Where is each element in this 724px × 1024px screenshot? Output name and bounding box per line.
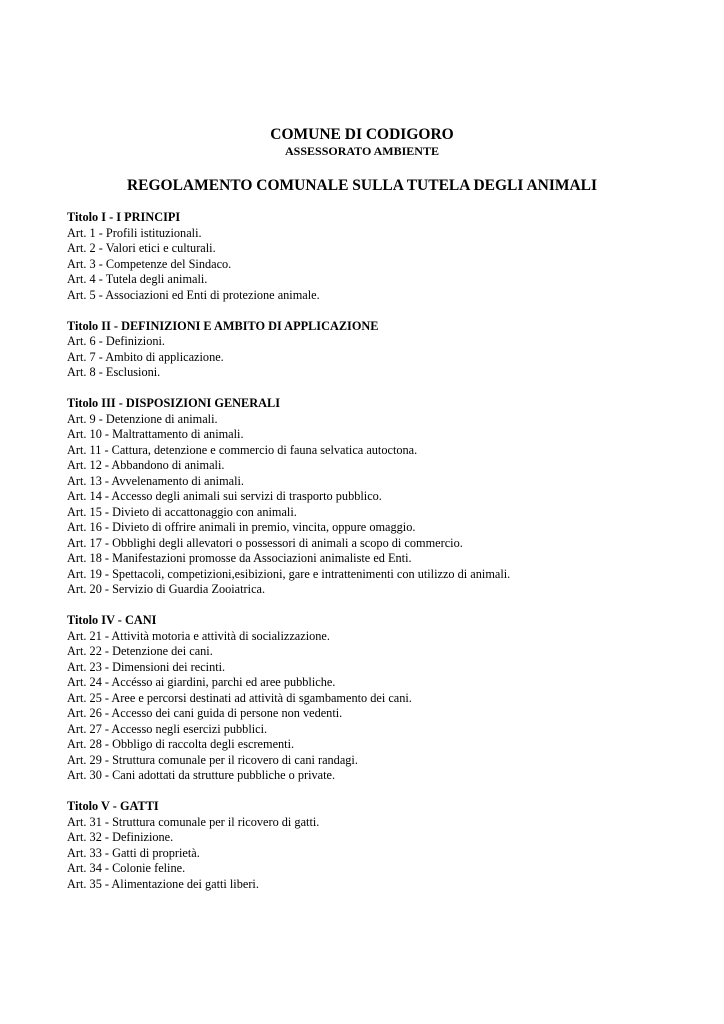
article-entry: Art. 28 - Obbligo di raccolta degli escrementi.	[67, 737, 295, 751]
article-entry: Art. 33 - Gatti di proprietà.	[67, 845, 200, 860]
section-title: Titolo V - GATTI	[67, 799, 159, 813]
article-entry: Art. 11 - Cattura, detenzione e commercio di fauna selvatica autoctona.	[67, 442, 418, 457]
section-title: Titolo III - DISPOSIZIONI GENERALI	[67, 396, 280, 410]
toc-section	[67, 210, 707, 303]
section-title: Titolo IV - CANI	[67, 613, 157, 627]
article-entry: Art. 7 - Ambito di applicazione.	[67, 349, 224, 364]
article-entry: Art. 27 - Accesso negli esercizi pubblici.	[67, 721, 268, 736]
article-entry: Art. 14 - Accesso degli animali sui servizi di trasporto pubblico.	[67, 489, 382, 503]
article-entry: Art. 24 - Accésso ai giardini, parchi ed aree pubbliche.	[67, 675, 336, 689]
article-entry: Art. 20 - Servizio di Guardia Zooiatrica.	[67, 582, 266, 596]
article-entry: Art. 18 - Manifestazioni promosse da Associazioni animaliste ed Enti.	[67, 551, 412, 565]
article-entry: Art. 31 - Struttura comunale per il ricovero di gatti.	[67, 814, 320, 829]
section-title: Titolo II - DEFINIZIONI E AMBITO DI APPLICAZIONE	[67, 318, 379, 333]
article-entry: Art. 3 - Competenze del Sindaco.	[67, 256, 232, 271]
article-entry: Art. 19 - Spettacoli, competizioni,esibizioni, gare e intrattenimenti con utilizzo di animali.	[67, 566, 511, 581]
toc-section	[67, 799, 707, 892]
table-of-contents	[67, 210, 707, 908]
article-entry: Art. 12 - Abbandono di animali.	[67, 458, 225, 472]
article-entry: Art. 22 - Detenzione dei cani.	[67, 644, 213, 658]
article-entry: Art. 25 - Aree e percorsi destinati ad attività di sgambamento dei cani.	[67, 690, 412, 705]
department-name: ASSESSORATO AMBIENTE	[285, 144, 439, 158]
article-entry: Art. 30 - Cani adottati da strutture pubbliche o private.	[67, 768, 336, 782]
article-entry: Art. 4 - Tutela degli animali.	[67, 272, 208, 286]
article-entry: Art. 17 - Obblighi degli allevatori o possessori di animali a scopo di commercio.	[67, 535, 463, 550]
toc-section	[67, 613, 707, 784]
article-entry: Art. 8 - Esclusioni.	[67, 365, 161, 379]
toc-section	[67, 319, 707, 381]
article-entry: Art. 21 - Attività motoria e attività di socializzazione.	[67, 628, 330, 643]
article-entry: Art. 9 - Detenzione di animali.	[67, 411, 218, 426]
article-entry: Art. 1 - Profili istituzionali.	[67, 225, 202, 240]
toc-section	[67, 396, 707, 598]
article-entry: Art. 2 - Valori etici e culturali.	[67, 241, 216, 255]
article-entry: Art. 23 - Dimensioni dei recinti.	[67, 659, 226, 674]
article-entry: Art. 32 - Definizione.	[67, 830, 174, 844]
section-title: Titolo I - I PRINCIPI	[67, 210, 181, 224]
article-entry: Art. 16 - Divieto di offrire animali in premio, vincita, oppure omaggio.	[67, 520, 416, 534]
article-entry: Art. 13 - Avvelenamento di animali.	[67, 473, 245, 488]
organization-name: COMUNE DI CODIGORO	[270, 126, 454, 143]
document-header	[0, 126, 724, 159]
article-entry: Art. 35 - Alimentazione dei gatti liberi.	[67, 876, 259, 891]
article-entry: Art. 29 - Struttura comunale per il ricovero di cani randagi.	[67, 752, 358, 767]
document-title: REGOLAMENTO COMUNALE SULLA TUTELA DEGLI ANIMALI	[126, 177, 598, 194]
article-entry: Art. 10 - Maltrattamento di animali.	[67, 427, 244, 441]
article-entry: Art. 26 - Accesso dei cani guida di persone non vedenti.	[67, 706, 343, 720]
article-entry: Art. 34 - Colonie feline.	[67, 861, 186, 875]
article-entry: Art. 15 - Divieto di accattonaggio con animali.	[67, 504, 297, 519]
article-entry: Art. 5 - Associazioni ed Enti di protezione animale.	[67, 287, 320, 302]
article-entry: Art. 6 - Definizioni.	[67, 334, 166, 348]
